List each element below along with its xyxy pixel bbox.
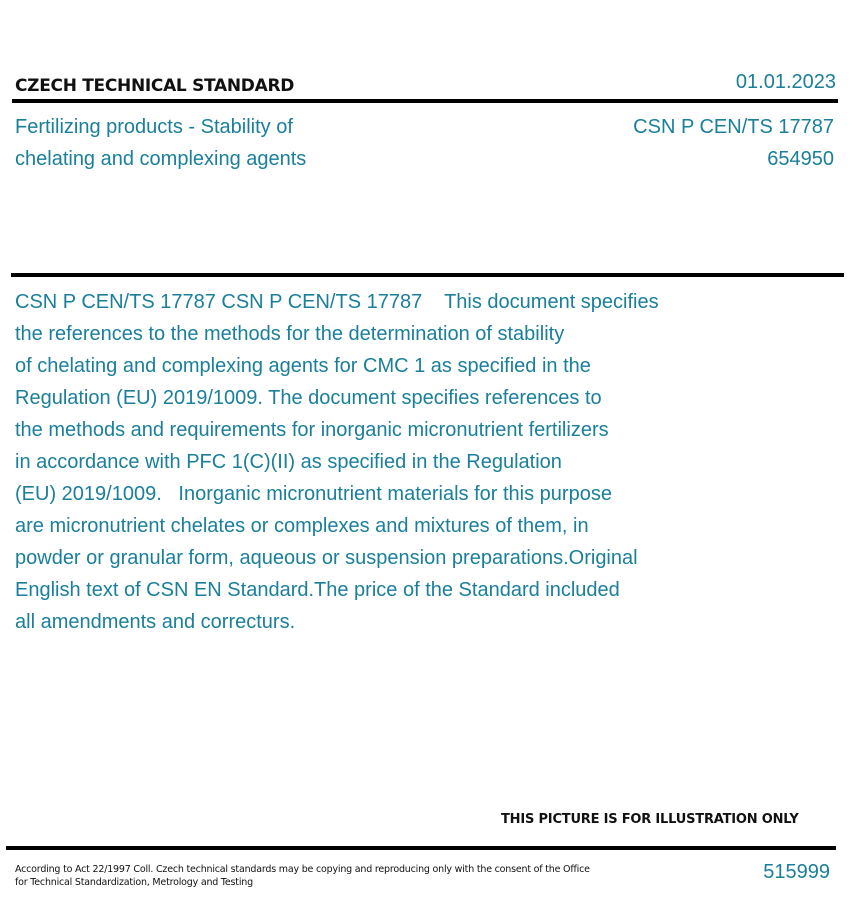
publication-date: 01.01.2023 bbox=[735, 71, 836, 93]
product-code: 515999 bbox=[763, 861, 830, 883]
standard-title-line: Fertilizing products - Stability of bbox=[15, 116, 293, 138]
abstract-line: all amendments and correcturs. bbox=[15, 611, 296, 633]
document-type-label: CZECH TECHNICAL STANDARD bbox=[15, 76, 295, 96]
abstract-line: powder or granular form, aqueous or suspension preparations.Original bbox=[15, 547, 638, 569]
copyright-note-line: for Technical Standardization, Metrology and Testing bbox=[15, 877, 253, 888]
abstract-line: of chelating and complexing agents for CMC 1 as specified in the bbox=[15, 355, 591, 377]
catalog-number: 654950 bbox=[767, 148, 834, 170]
illustration-disclaimer: THIS PICTURE IS FOR ILLUSTRATION ONLY bbox=[501, 812, 799, 827]
copyright-note-line: According to Act 22/1997 Coll. Czech technical standards may be copying and reproducing only with the consent of the Office bbox=[15, 864, 590, 875]
header-divider bbox=[12, 99, 838, 103]
section-divider bbox=[11, 273, 844, 277]
abstract-line: are micronutrient chelates or complexes and mixtures of them, in bbox=[15, 515, 589, 537]
abstract-line: CSN P CEN/TS 17787 CSN P CEN/TS 17787 This document specifies bbox=[15, 291, 659, 313]
abstract-line: Regulation (EU) 2019/1009. The document specifies references to bbox=[15, 387, 602, 409]
abstract-line: English text of CSN EN Standard.The price of the Standard included bbox=[15, 579, 620, 601]
footer-divider bbox=[6, 846, 836, 850]
standard-number: CSN P CEN/TS 17787 bbox=[633, 116, 834, 138]
abstract-line: in accordance with PFC 1(C)(II) as specified in the Regulation bbox=[15, 451, 562, 473]
abstract-line: the methods and requirements for inorganic micronutrient fertilizers bbox=[15, 419, 609, 441]
standard-title-line: chelating and complexing agents bbox=[15, 148, 307, 170]
abstract-line: (EU) 2019/1009. Inorganic micronutrient materials for this purpose bbox=[15, 483, 612, 505]
abstract-line: the references to the methods for the determination of stability bbox=[15, 323, 565, 345]
